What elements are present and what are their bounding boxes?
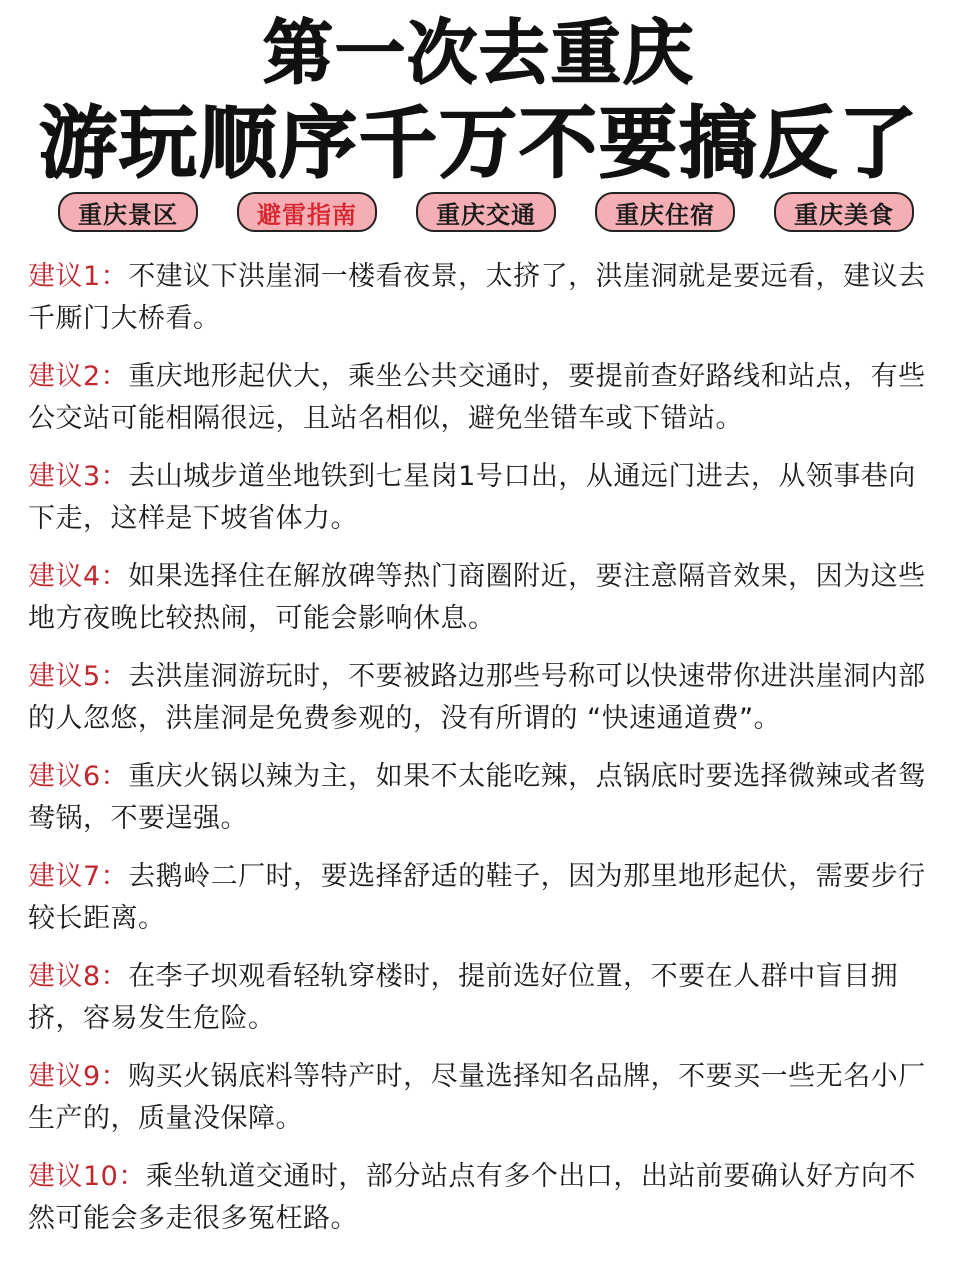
tip-item: [28, 656, 940, 740]
page-title-line1: 第一次去重庆: [263, 12, 695, 94]
tip-item: [28, 556, 940, 640]
tip-text: 购买火锅底料等特产时，尽量选择知名品牌，不要买一些无名小厂生产的，质量没保障。: [28, 1061, 926, 1134]
tip-item: [28, 256, 940, 340]
tip-item: [28, 356, 940, 440]
tip-text: 重庆地形起伏大，乘坐公共交通时，要提前查好路线和站点，有些公交站可能相隔很远，且站名相似，避免坐错车或下错站。: [28, 361, 926, 434]
tip-label: 建议4：: [28, 561, 129, 592]
tip-label: 建议7：: [28, 861, 129, 892]
tip-item: [28, 1056, 940, 1140]
tag-accommodation: 重庆住宿: [595, 192, 735, 232]
tag-row: [58, 192, 914, 236]
tip-text: 不建议下洪崖洞一楼看夜景，太挤了，洪崖洞就是要远看，建议去千厮门大桥看。: [28, 261, 926, 334]
tip-text: 去山城步道坐地铁到七星岗1号口出，从通远门进去，从领事巷向下走，这样是下坡省体力。: [28, 461, 916, 534]
tip-text: 重庆火锅以辣为主，如果不太能吃辣，点锅底时要选择微辣或者鸳鸯锅，不要逞强。: [28, 761, 926, 834]
tip-text: 去鹅岭二厂时，要选择舒适的鞋子，因为那里地形起伏，需要步行较长距离。: [28, 861, 926, 934]
tips-list: [28, 256, 940, 1256]
tip-item: [28, 856, 940, 940]
tag-scenic-spots: 重庆景区: [58, 192, 198, 232]
tip-label: 建议9：: [28, 1061, 129, 1092]
tag-food: 重庆美食: [774, 192, 914, 232]
tip-label: 建议10：: [28, 1161, 146, 1192]
tip-label: 建议2：: [28, 361, 129, 392]
tag-transportation: 重庆交通: [416, 192, 556, 232]
tip-text: 如果选择住在解放碑等热门商圈附近，要注意隔音效果，因为这些地方夜晚比较热闹，可能会影响休息。: [28, 561, 926, 634]
tip-item: [28, 756, 940, 840]
tip-item: [28, 956, 940, 1040]
tip-text: 乘坐轨道交通时，部分站点有多个出口，出站前要确认好方向不然可能会多走很多冤枉路。: [28, 1161, 916, 1234]
tip-item: [28, 1156, 940, 1240]
tip-text: 去洪崖洞游玩时，不要被路边那些号称可以快速带你进洪崖洞内部的人忽悠，洪崖洞是免费参观的，没有所谓的 “快速通道费”。: [28, 661, 926, 734]
page-title-line2: 游玩顺序千万不要搞反了: [38, 99, 919, 189]
tip-label: 建议8：: [28, 961, 129, 992]
tip-label: 建议1：: [28, 261, 129, 292]
tip-label: 建议5：: [28, 661, 129, 692]
tip-item: [28, 456, 940, 540]
tip-text: 在李子坝观看轻轨穿楼时，提前选好位置，不要在人群中盲目拥挤，容易发生危险。: [28, 961, 899, 1034]
tip-label: 建议3：: [28, 461, 129, 492]
tag-pitfall-guide: 避雷指南: [237, 192, 377, 232]
tip-label: 建议6：: [28, 761, 129, 792]
